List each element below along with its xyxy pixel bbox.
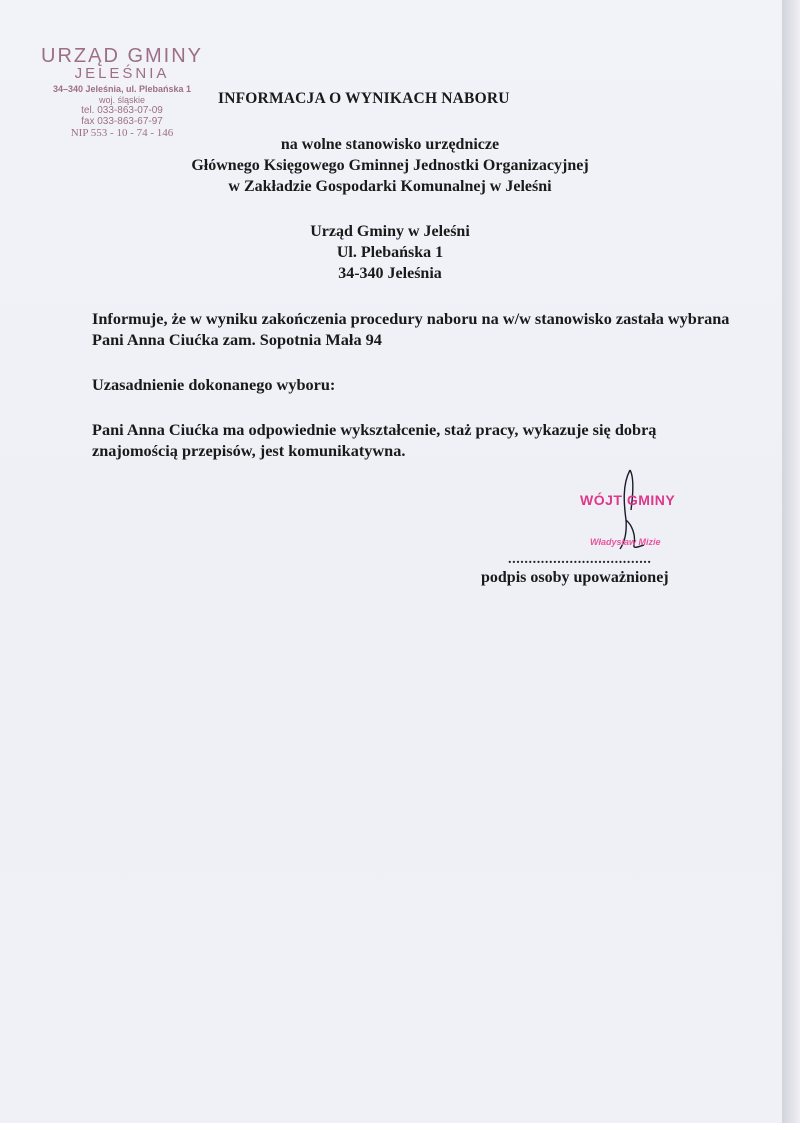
signature-label: podpis osoby upoważnionej: [481, 569, 669, 586]
address-line: 34-340 Jeleśnia: [338, 265, 442, 282]
mayor-stamp-title: WÓJT GMINY: [580, 492, 676, 508]
position-line: na wolne stanowisko urzędnicze: [280, 136, 500, 153]
justification-heading: Uzasadnienie dokonanego wyboru:: [92, 375, 336, 394]
office-stamp: [22, 45, 222, 140]
address-block: [140, 221, 640, 284]
document-title: INFORMACJA O WYNIKACH NABORU: [218, 90, 510, 107]
position-block: [140, 134, 640, 197]
stamp-line-1: URZĄD GMINY: [41, 45, 203, 67]
address-line: Urząd Gminy w Jeleśni: [310, 223, 470, 240]
stamp-line-6: fax 033-863-67-97: [81, 116, 163, 127]
scan-edge: [782, 0, 800, 1123]
position-line: w Zakładzie Gospodarki Komunalnej w Jeleśni: [228, 178, 552, 195]
stamp-line-3: 34–340 Jeleśnia, ul. Plebańska 1: [52, 84, 192, 94]
stamp-line-2: JELEŚNIA: [74, 65, 170, 82]
justification-paragraph: Pani Anna Ciućka ma odpowiednie wykształcenie, staż pracy, wykazuje się dobrą znajomością przepisów, jest komunikatywna.: [92, 420, 657, 460]
address-line: Ul. Plebańska 1: [336, 244, 444, 261]
position-line: Głównego Księgowego Gminnej Jednostki Organizacyjnej: [191, 157, 589, 174]
mayor-stamp-name: Władysław Mizie: [590, 537, 661, 547]
stamp-line-4: woj. śląskie: [98, 95, 145, 105]
stamp-line-5: tel. 033-863-07-09: [81, 105, 163, 116]
signature-dotted-line: ...................................: [508, 552, 652, 567]
result-paragraph: Informuje, że w wyniku zakończenia procedury naboru na w/w stanowisko zastała wybrana Pani Anna Ciućka zam. Sopotnia Mała 94: [92, 309, 730, 349]
stamp-line-7: NIP 553 - 10 - 74 - 146: [70, 127, 174, 139]
